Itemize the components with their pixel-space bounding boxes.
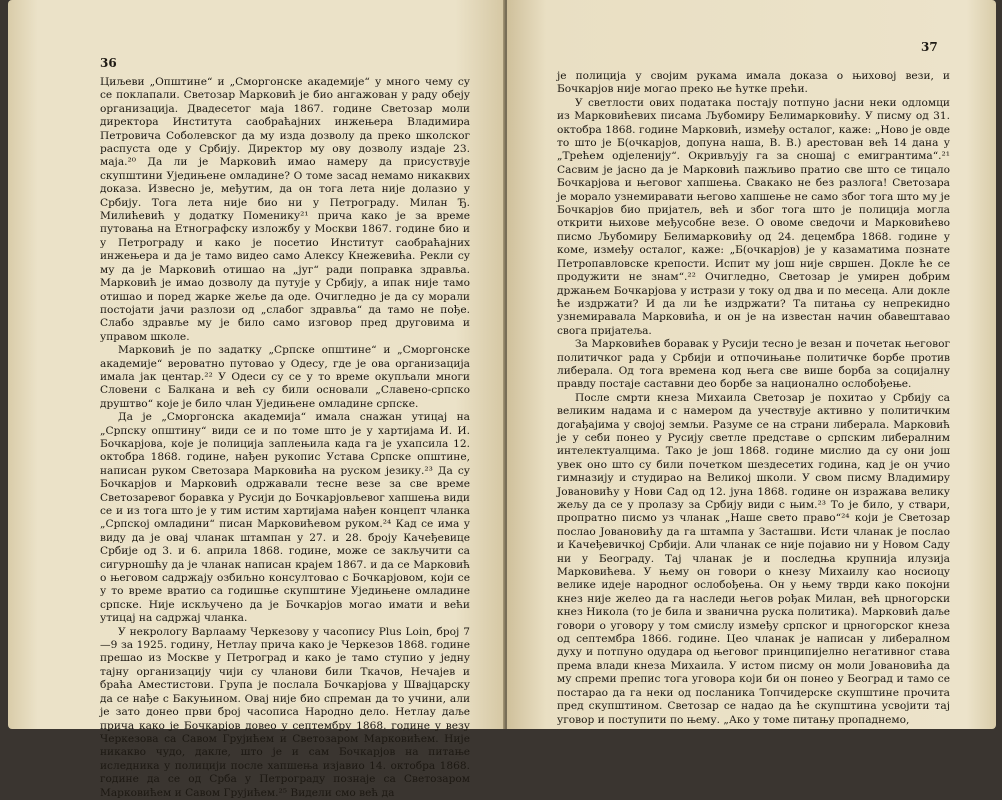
paragraph: У светлости ових података постају потпуно јасни неки одломци из Марковићевих писама Љубомиру Белимарковићу. У писму од 31. октобра 1868. године Марковић, између осталог, каже: „Ново је овде то што је Б(очкарјов, допуна наша, В. В.) арестован већ 14 дана у „Трећем одјеленију“. Окривљују га за сношај с емигрантима“.²¹ Сасвим је јасно да је Марковић пажљиво пратио све што се тицало Бочкарјова и његовог хапшења. Свакако не без разлога! Светозара је морало узнемиравати његово хапшење не само због тога што му је Бочкарјов био пријатељ, већ и због тога што је полиција могла открити њихове међусобне везе. О овоме сведочи и Марковићево писмо Љубомиру Белимарковићу од 24. децембра 1868. године у коме, између осталог, каже: „Б(очкарјов) је у казаматима познате Петропавловске крепости. Испит му још није свршен. Докле ће се продужити не знам“.²² Очигледно, Светозар је умирен добрим држањем Бочкарјова у истрази у току од два и по месеца. Али докле ће издржати? И да ли ће издржати? Та питања су непрекидно узнемиравала Марковића, и он је на известан начин обавештавао свога пријатеља. [557, 96, 950, 337]
left-page-body [100, 76, 470, 800]
paragraph: Циљеви „Општине“ и „Сморгонске академије“ у много чему су се поклапали. Светозар Марковић је био ангажован у раду обеју организација. Двадесетог маја 1867. године Светозар моли директора Института саобраћајних инжењера Владимира Петровича Соболевског да му изда дозволу да преко школског распуста оде у Србију. Директор му ову дозволу издаје 23. маја.²⁰ Да ли је Марковић имао намеру да присуствује скупштини Уједињене омладине? О томе засад немамо никаквих доказа. Извесно је, међутим, да он тога лета није долазио у Србију. Тога лета није био ни у Петрограду. Милан Ђ. Милићевић у додатку Поменику²¹ прича како је за време путовања на Етнографску изложбу у Москви 1867. године био и у Петрограду и како је посетио Институт саобраћајних инжењера и да је тамо видео само Алексу Кнежевића. Рекли су му да је Марковић отишао на „југ“ ради поправка здравља. Марковић је имао дозволу да путује у Србију, а ипак није тамо отишао и поред жарке жеље да оде. Очигледно је да су морали постојати јачи разлози од „слабог здравља“ да тамо не пође. Слабо здравље му је било само изговор пред друговима и управом школе. [100, 76, 470, 343]
right-page-body [557, 70, 950, 727]
left-page [8, 0, 505, 799]
right-page-number: 37 [921, 40, 938, 54]
right-page [507, 0, 996, 729]
paragraph: После смрти кнеза Михаила Светозар је похитао у Србију са великим надама и с намером да учествује активно у политичким догађајима у својој земљи. Разуме се на страни либерала. Марковић је у себи понео у Русију светле представе о српским либералним интелектуалцима. Тако је још 1868. године мислио да су они још увек оно што су били почетком шездесетих година, кад је он учио гимназију и студирао на Великој школи. У свом писму Владимиру Јовановићу у Нови Сад од 12. јуна 1868. године он изражава велику жељу да се у пролазу за Србију види с њим.²³ То је било, у ствари, пропратно писмо уз чланак „Наше свето право“²⁴ који је Светозар послао Јовановићу да га штампа у Засташви. Исти чланак је послао и Качеђевичкој Србији. Али чланак се није појавио ни у Новом Саду ни у Београду. Тај чланак је и последња крупнија илузија Марковићева. У њему он говори о кнезу Михаилу као носиоцу велике идеје народног ослобођења. Он у њему тврди како покојни кнез није желео да га наследи његов рођак Милан, већ црногорски кнез Никола (то је била и званична руска политика). Марковић даље говори о уговору у том смислу између српског и црногорског кнеза од септембра 1866. године. Цео чланак је написан у либералном духу и потпуно одудара од његовог принципијелно негативног става према влади кнеза Михаила. У истом писму он моли Јовановића да му спреми препис тога уговора који би он понео у Београд и тамо се постарао да га неки од посланика Топчидерске скупштине прочита пред скупштином. Светозар се надао да ће скупштина усвојити тај уговор и поступити по њему. „Ако у томе питању пропаднемо, [557, 391, 950, 726]
paragraph: је полиција у својим рукама имала доказа о њиховој вези, и Бочкарјов није могао преко ње ћутке прећи. [557, 70, 950, 96]
paragraph: У некрологу Варлааму Черкезову у часопису Plus Loin, број 7—9 за 1925. годину, Нетлау прича како је Черкезов 1868. године прешао из Москве у Петроград и како је тамо ступио у једну тајну организацију чији су чланови били Ткачов, Нечајев и браћа Аместистови. Група је послала Бочкарјова у Швајцарску да се нађе с Бакуњином. Овај није био спреман да то учини, али је зато донео први број часописа Народно дело. Нетлау даље прича како је Бочкарјов довео у септембру 1868. године у везу Черкезова са Савом Грујићем и Светозаром Марковићем. Није никакво чудо, дакле, што је и сам Бочкарјов на питање иследника у полицији после хапшења изјавио 14. октобра 1868. године да се од Срба у Петрограду познаје са Светозаром Марковићем и Савом Грујићем.²⁵ Видели смо већ да [100, 625, 470, 799]
paragraph: Марковић је по задатку „Српске општине“ и „Сморгонске академије“ вероватно путовао у Одесу, где је ова организација имала јак центар.²² У Одеси су се у то време окупљали многи Словени с Балкана и већ су били основали „Славено-српско друштво“ које је било члан Уједињене омладине српске. [100, 344, 470, 410]
paragraph: Да је „Сморгонска академија“ имала снажан утицај на „Српску општину“ види се и по томе што је у хартијама И. И. Бочкарјова, које је полиција заплењила када га је ухапсила 12. октобра 1868. године, нађен рукопис Устава Српске општине, написан руком Светозара Марковића на руском језику.²³ Да су Бочкарјов и Марковић одржавали тесне везе за све време Светозаревог боравка у Русији до Бочкарјовљевог хапшења види се и из тога што је у тим истим хартијама нађен концепт чланка „Српској омладини“ писан Марковићевом руком.²⁴ Кад се има у виду да је овај чланак штампан у 27. и 28. броју Качеђевице Србије од 3. и 6. априла 1868. године, може се закључити са сигурношћу да је чланак написан крајем 1867. и да се Марковић о његовом садржају озбиљно консултовао с Бочкарјовом, који се у то време вратио са годишње скупштине Уједињене омладине српске. Није искључено да је Бочкарјов могао имати и већи утицај на садржај чланка. [100, 411, 470, 625]
left-page-number: 36 [100, 56, 117, 70]
paragraph: За Марковићев боравак у Русији тесно је везан и почетак његовог политичког рада у Србији и отпочињање политичке борбе против либерала. Од тога времена код њега све више борба за социјалну правду постаје саставни део борбе за национално ослобођење. [557, 338, 950, 391]
